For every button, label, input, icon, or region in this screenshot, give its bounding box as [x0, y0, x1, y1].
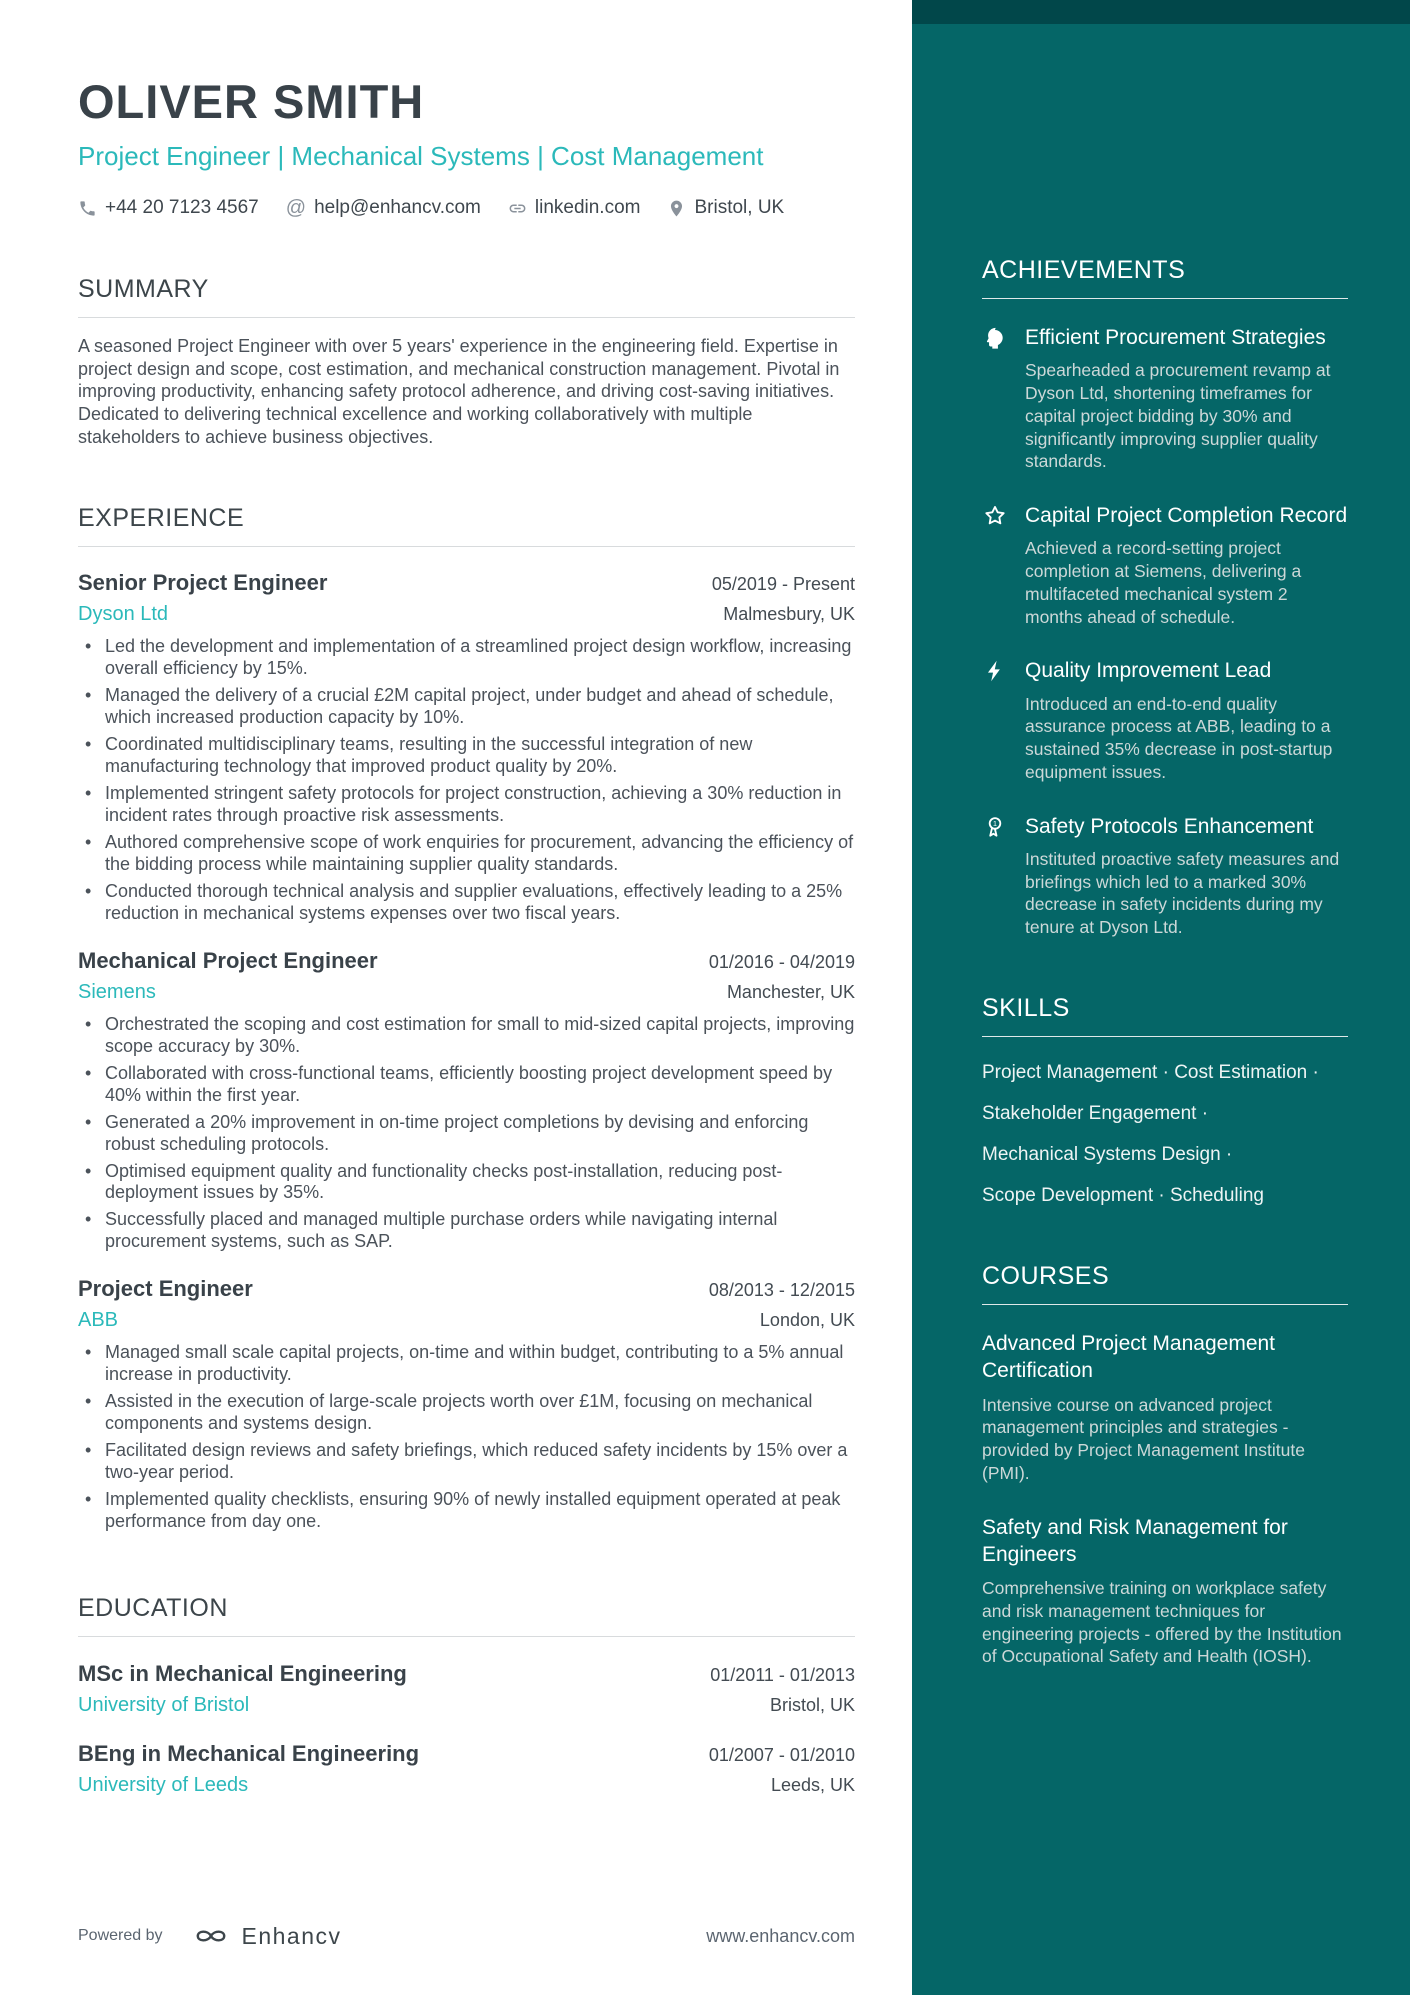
experience-entry: [78, 570, 855, 924]
course-item: [982, 1330, 1348, 1485]
sidebar-content: [912, 24, 1410, 1737]
linkedin-url: linkedin.com: [534, 197, 641, 218]
course-text: Comprehensive training on workplace safety and risk management techniques for engineering projects - offered by the Institution of Occupational Safety and Health (IOSH).: [982, 1578, 1342, 1667]
education-entry: [78, 1661, 855, 1717]
headline: Project Engineer | Mechanical Systems | Cost Management: [78, 141, 764, 171]
job-title-row: [78, 948, 855, 974]
achievement-title: Safety Protocols Enhancement: [1025, 814, 1314, 838]
degree-title-row: [78, 1661, 855, 1687]
degree-dates: 01/2007 - 01/2010: [708, 1744, 855, 1765]
job-location: London, UK: [759, 1310, 855, 1331]
location-text: Bristol, UK: [694, 197, 785, 218]
skill-line: Mechanical Systems Design ·: [982, 1143, 1233, 1165]
job-title-row: [78, 1276, 855, 1302]
summary-text: A seasoned Project Engineer with over 5 years' experience in the engineering field. Expertise in project design and scope, cost estimation, and mechanical construction management. Pivotal in improving productivity, enhancing safety protocol adherence, and driving cost-saving initiatives. Dedicated to delivering technical excellence and working collaboratively with multiple stakeholders to achieve business objectives.: [78, 336, 840, 447]
company-name: Siemens: [78, 980, 156, 1003]
achievement-body: [1025, 502, 1348, 628]
experience-entry: [78, 948, 855, 1254]
course-text: Intensive course on advanced project management principles and strategies - provided by Project Management Institute (PMI).: [982, 1394, 1305, 1483]
company-name: Dyson Ltd: [78, 603, 169, 626]
at-icon: @: [285, 197, 307, 219]
achievement-item: [982, 657, 1348, 783]
job-bullet-list: [78, 1342, 855, 1533]
phone-contact[interactable]: [78, 197, 259, 219]
job-company-row: [78, 981, 855, 1004]
job-dates: 05/2019 - Present: [711, 574, 855, 595]
footer: [78, 1921, 855, 1951]
course-title: Advanced Project Management Certification: [982, 1331, 1276, 1383]
email-contact[interactable]: [286, 197, 481, 219]
job-title: Project Engineer: [78, 1276, 253, 1302]
skills-section: [982, 994, 1348, 1207]
achievement-item: [982, 502, 1348, 628]
degree-title-row: [78, 1741, 855, 1767]
course-title: Safety and Risk Management for Engineers: [982, 1515, 1288, 1566]
phone-icon: [78, 199, 97, 218]
job-bullet: • Facilitated design reviews and safety briefings, which reduced safety incidents by 15% over a two-year period.: [78, 1440, 855, 1484]
job-title: Mechanical Project Engineer: [78, 947, 378, 973]
achievement-body: [1025, 657, 1348, 783]
achievement-item: [982, 324, 1348, 473]
skills-heading: SKILLS: [982, 994, 1348, 1037]
summary-section: [78, 275, 855, 448]
job-bullet: • Managed small scale capital projects, on-time and within budget, contributing to a 5% annual increase in productivity.: [78, 1342, 855, 1386]
website-url[interactable]: www.enhancv.com: [706, 1925, 855, 1946]
job-bullet: • Assisted in the execution of large-scale projects worth over £1M, focusing on mechanical components and systems design.: [78, 1391, 855, 1435]
job-bullet: • Implemented quality checklists, ensuring 90% of newly installed equipment operated at peak performance from day one.: [78, 1489, 855, 1533]
medal-icon: [982, 813, 1010, 939]
achievement-text: Spearheaded a procurement revamp at Dyson Ltd, shortening timeframes for capital project bidding by 30% and significantly improving supplier quality standards.: [1025, 360, 1331, 472]
job-location: Manchester, UK: [726, 981, 855, 1002]
education-section: [78, 1594, 855, 1797]
summary-heading: SUMMARY: [78, 275, 855, 318]
job-company-row: [78, 603, 855, 626]
job-bullet: • Conducted thorough technical analysis and supplier evaluations, effectively leading to a 25% reduction in mechanical systems expenses over two fiscal years.: [78, 881, 855, 925]
job-dates: 08/2013 - 12/2015: [708, 1280, 855, 1301]
star-icon: [982, 502, 1010, 628]
degree-title: MSc in Mechanical Engineering: [78, 1660, 407, 1686]
lightning-icon: [982, 657, 1010, 783]
school-location: Leeds, UK: [770, 1774, 855, 1795]
linkedin-contact[interactable]: [508, 197, 641, 219]
contact-row: [78, 197, 855, 219]
person-name: OLIVER SMITH: [78, 75, 425, 128]
skill-line: Scope Development · Scheduling: [982, 1184, 1265, 1206]
school-location: Bristol, UK: [769, 1694, 855, 1715]
achievement-text: Introduced an end-to-end quality assurance process at ABB, leading to a sustained 35% decrease in post-startup equipment issues.: [1025, 693, 1333, 782]
job-bullet: • Led the development and implementation of a streamlined project design workflow, increasing overall efficiency by 15%.: [78, 636, 855, 680]
job-company-row: [78, 1309, 855, 1332]
job-title: Senior Project Engineer: [78, 570, 328, 596]
achievement-text: Instituted proactive safety measures and briefings which led to a marked 30% decrease in safety incidents during my tenure at Dyson Ltd.: [1025, 848, 1340, 938]
email-address: help@enhancv.com: [314, 197, 481, 218]
courses-heading: COURSES: [982, 1262, 1348, 1305]
achievement-title: Capital Project Completion Record: [1025, 504, 1348, 528]
achievement-title: Quality Improvement Lead: [1025, 659, 1272, 683]
job-bullet-list: [78, 636, 855, 924]
powered-by-label: Powered by: [78, 1927, 163, 1944]
company-name: ABB: [78, 1309, 119, 1332]
brand-name: Enhancv: [241, 1922, 342, 1949]
phone-number: +44 20 7123 4567: [105, 197, 259, 218]
achievement-body: [1025, 324, 1348, 473]
experience-heading: EXPERIENCE: [78, 504, 855, 547]
enhancv-brand: [189, 1921, 342, 1951]
skill-line: Project Management · Cost Estimation ·: [982, 1061, 1319, 1083]
job-bullet: • Orchestrated the scoping and cost estimation for small to mid-sized capital projects, improving scope accuracy by 30%.: [78, 1014, 855, 1058]
sidebar-column: [912, 0, 1410, 1995]
location-pin-icon: [667, 199, 686, 218]
job-bullet: • Coordinated multidisciplinary teams, resulting in the successful integration of new manufacturing technology that improved product quality by 20%.: [78, 734, 855, 778]
job-location: Malmesbury, UK: [723, 604, 855, 625]
job-bullet: • Generated a 20% improvement in on-time project completions by devising and enforcing robust scheduling protocols.: [78, 1112, 855, 1156]
job-bullet: • Managed the delivery of a crucial £2M capital project, under budget and ahead of schedule, which increased production capacity by 10%.: [78, 685, 855, 729]
achievements-heading: ACHIEVEMENTS: [982, 256, 1348, 299]
location-contact: [667, 197, 784, 219]
degree-title: BEng in Mechanical Engineering: [78, 1740, 420, 1766]
job-bullet: • Collaborated with cross-functional teams, efficiently boosting project development speed by 40% within the first year.: [78, 1063, 855, 1107]
experience-section: [78, 504, 855, 1538]
school-row: [78, 1774, 855, 1797]
sidebar-top-bar: [912, 0, 1410, 24]
education-entry: [78, 1741, 855, 1797]
link-icon: [508, 199, 527, 218]
head-idea-icon: [982, 324, 1010, 473]
school-name: University of Bristol: [78, 1693, 250, 1716]
skill-line: Stakeholder Engagement ·: [982, 1102, 1209, 1124]
job-title-row: [78, 570, 855, 596]
achievement-title: Efficient Procurement Strategies: [1025, 326, 1326, 349]
enhancv-logo-icon: [189, 1921, 233, 1951]
achievements-section: [982, 256, 1348, 939]
job-dates: 01/2016 - 04/2019: [708, 951, 855, 972]
degree-dates: 01/2011 - 01/2013: [710, 1664, 855, 1685]
job-bullet: • Optimised equipment quality and functionality checks post-installation, reducing post-deployment issues by 35%.: [78, 1161, 855, 1205]
school-name: University of Leeds: [78, 1773, 249, 1796]
achievement-text: Achieved a record-setting project completion at Siemens, delivering a multifaceted mechanical system 2 months ahead of schedule.: [1025, 538, 1302, 627]
achievement-body: [1025, 813, 1348, 939]
job-bullet: • Implemented stringent safety protocols for project construction, achieving a 30% reduction in incident rates through proactive risk assessments.: [78, 783, 855, 827]
education-heading: EDUCATION: [78, 1594, 855, 1637]
resume-header: [78, 58, 855, 219]
experience-entry: [78, 1276, 855, 1533]
svg-text:1: 1: [992, 818, 998, 828]
achievement-item: [982, 813, 1348, 939]
job-bullet: • Authored comprehensive scope of work enquiries for procurement, advancing the efficiency of the bidding process while maintaining supplier quality standards.: [78, 832, 855, 876]
course-item: [982, 1514, 1348, 1669]
job-bullet-list: [78, 1014, 855, 1254]
courses-section: [982, 1262, 1348, 1668]
job-bullet: • Successfully placed and managed multiple purchase orders while navigating internal procurement systems, such as SAP.: [78, 1209, 855, 1253]
school-row: [78, 1694, 855, 1717]
